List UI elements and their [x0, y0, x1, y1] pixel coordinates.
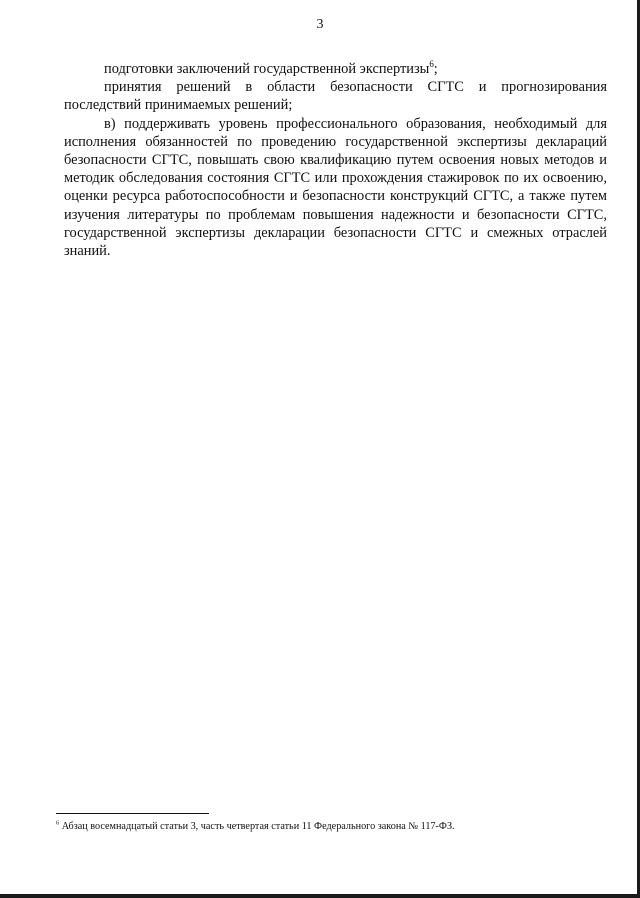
footnote-text: Абзац восемнадцатый статьи 3, часть четвертая статьи 11 Федерального закона № 117-ФЗ. — [61, 821, 455, 832]
footnote-marker: 6 — [56, 819, 60, 827]
footnote — [56, 820, 616, 833]
footnote-separator — [56, 813, 209, 814]
paragraph-punctuation: ; — [433, 61, 438, 77]
paragraph-safety-decisions: принятия решений в области безопасности СГТС и прогнозирования последствий принимаемых решений; — [64, 79, 607, 114]
footnote-reference[interactable]: 6 — [429, 59, 434, 70]
paragraph-text: подготовки заключений государственной экспертизы — [104, 61, 430, 77]
paragraph-qualification: в) поддерживать уровень профессионального образования, необходимый для исполнения обязанностей по проведению государственной экспертизы деклараций безопасности СГТС, повышать свою квалификацию путем освоения новых методов и методик обследования состояния СГТС или прохождения стажировок по их освоению, оценки ресурса работоспособности и безопасности конструкций СГТС, а также путем изучения литературы по проблемам повышения надежности и безопасности СГТС, государственной экспертизы декларации безопасности СГТС и смежных отраслей знаний. — [64, 115, 607, 260]
page-number: 3 — [316, 17, 324, 32]
document-body — [64, 60, 607, 260]
scan-border-bottom — [0, 894, 640, 898]
paragraph-expertise-conclusions — [64, 60, 607, 78]
